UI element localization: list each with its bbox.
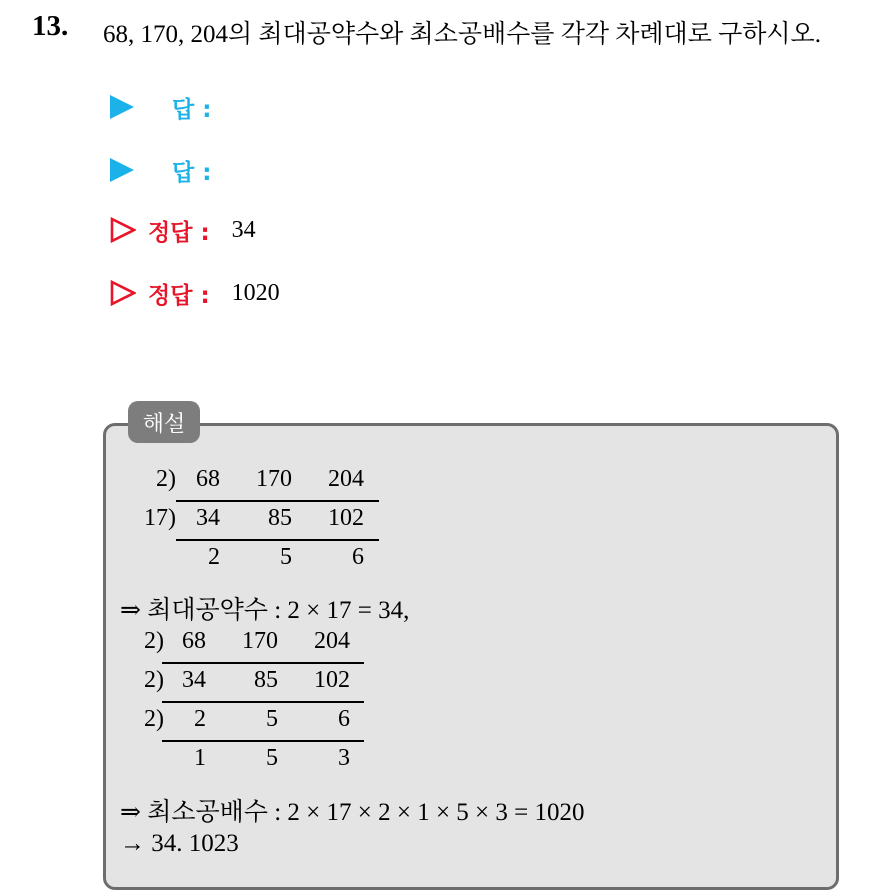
quotient: 5 bbox=[280, 544, 292, 570]
dividend: 85 bbox=[254, 667, 278, 693]
solution-tag: 해설 bbox=[128, 401, 200, 443]
dividend: 34 bbox=[182, 667, 206, 693]
divisor: 17) bbox=[144, 505, 176, 531]
gcd-result: ⇒ 최대공약수 : 2 × 17 = 34, bbox=[120, 597, 410, 624]
division-line bbox=[176, 500, 379, 502]
division-line bbox=[162, 701, 364, 703]
question-number: 13. bbox=[32, 10, 69, 42]
quotient: 5 bbox=[266, 745, 278, 771]
correct-label: 정답 : bbox=[148, 282, 210, 309]
quotient: 2 bbox=[208, 544, 220, 570]
question-text: 68, 170, 204의 최대공약수와 최소공배수를 각각 차례대로 구하시오. bbox=[103, 21, 821, 48]
correct-label: 정답 : bbox=[148, 219, 210, 246]
dividend: 68 bbox=[182, 628, 206, 654]
answer-label: 답 : bbox=[172, 159, 212, 186]
dividend: 204 bbox=[328, 466, 364, 492]
answer-row-1 bbox=[110, 90, 233, 124]
dividend: 68 bbox=[196, 466, 220, 492]
dividend: 102 bbox=[328, 505, 364, 531]
dividend: 34 bbox=[196, 505, 220, 531]
division-line bbox=[162, 662, 364, 664]
divisor: 2) bbox=[144, 667, 164, 693]
answer-label: 답 : bbox=[172, 96, 212, 123]
dividend: 204 bbox=[314, 628, 350, 654]
quotient: 3 bbox=[338, 745, 350, 771]
dividend: 5 bbox=[266, 706, 278, 732]
correct-row-1 bbox=[110, 213, 256, 247]
final-answer: → 34. 1023 bbox=[120, 830, 239, 857]
quotient: 6 bbox=[352, 544, 364, 570]
correct-value: 34 bbox=[231, 216, 256, 243]
divisor: 2) bbox=[156, 466, 176, 492]
dividend: 170 bbox=[256, 466, 292, 492]
divisor: 2) bbox=[144, 706, 164, 732]
play-triangle-icon bbox=[110, 95, 134, 119]
quotient: 1 bbox=[194, 745, 206, 771]
answer-row-2 bbox=[110, 153, 233, 187]
dividend: 6 bbox=[338, 706, 350, 732]
lcm-result: ⇒ 최소공배수 : 2 × 17 × 2 × 1 × 5 × 3 = 1020 bbox=[120, 799, 585, 826]
correct-value: 1020 bbox=[231, 279, 280, 306]
outline-triangle-icon bbox=[110, 280, 136, 306]
division-line bbox=[176, 539, 379, 541]
correct-row-2 bbox=[110, 276, 280, 310]
division-line bbox=[162, 740, 364, 742]
play-triangle-icon bbox=[110, 158, 134, 182]
dividend: 102 bbox=[314, 667, 350, 693]
dividend: 2 bbox=[194, 706, 206, 732]
divisor: 2) bbox=[144, 628, 164, 654]
outline-triangle-icon bbox=[110, 217, 136, 243]
dividend: 170 bbox=[242, 628, 278, 654]
dividend: 85 bbox=[268, 505, 292, 531]
